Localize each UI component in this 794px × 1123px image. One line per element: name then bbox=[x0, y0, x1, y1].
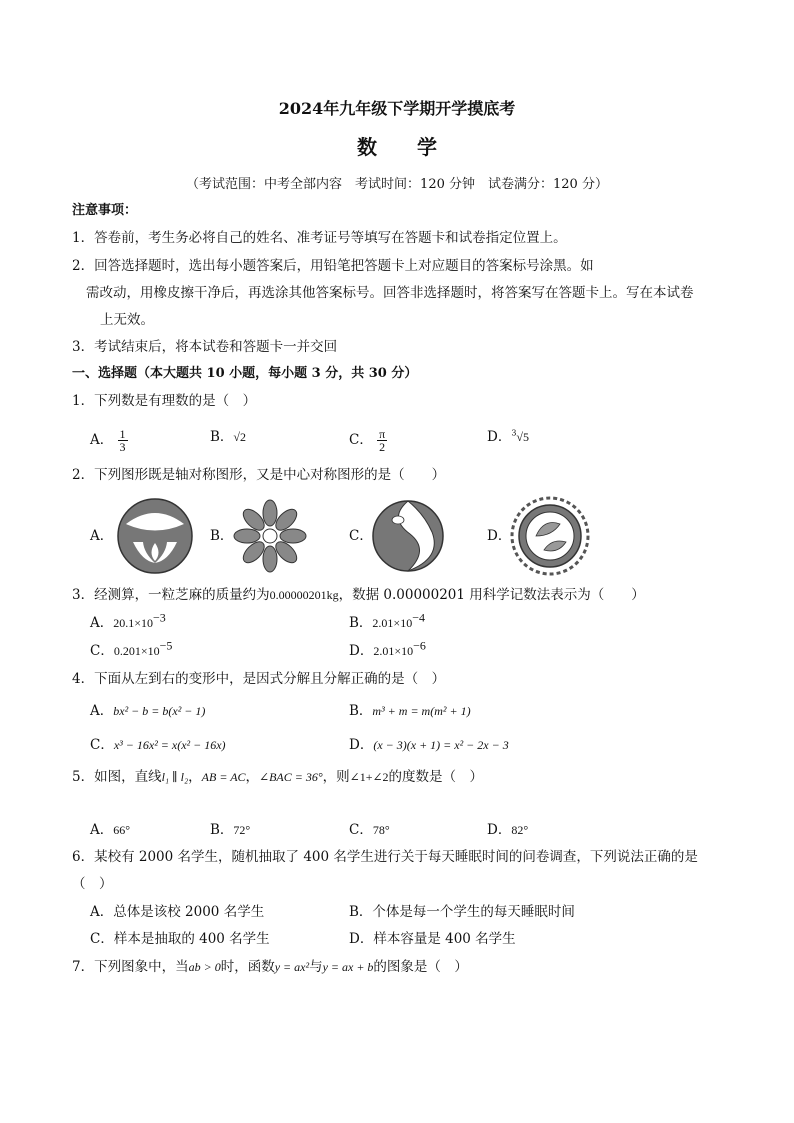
q5-option-b bbox=[210, 821, 250, 839]
q5-stem-math-4: ∠1+∠2 bbox=[349, 770, 389, 784]
q4-a-label: A． bbox=[90, 703, 114, 719]
q7-stem-math-3: y = ax + b bbox=[322, 960, 374, 974]
q1-c-label: C． bbox=[349, 432, 373, 448]
q3-d-label: D． bbox=[349, 643, 374, 659]
q3-a-exponent: −3 bbox=[153, 610, 166, 625]
q1-option-a bbox=[90, 428, 128, 453]
q5-c-value: 78° bbox=[372, 823, 390, 837]
q1-c-fraction bbox=[377, 428, 387, 453]
q2-figure-a-circle-emblem bbox=[114, 497, 196, 575]
q5-stem-part-5: 的度数是（ ） bbox=[388, 769, 484, 785]
q3-option-b bbox=[349, 610, 425, 632]
q2-d-label: D． bbox=[487, 528, 512, 544]
q5-stem-part-3: ， bbox=[245, 769, 260, 785]
q3-a-label: A． bbox=[90, 615, 114, 631]
q5-stem-part-2: ， bbox=[188, 769, 202, 785]
q4-stem: 4．下面从左到右的变形中，是因式分解且分解正确的是（ ） bbox=[72, 671, 446, 687]
note-2-line-1: 2．回答选择题时，选出每小题答案后，用铅笔把答题卡上对应题目的答案标号涂黑。如 bbox=[72, 258, 594, 274]
q3-option-c bbox=[90, 638, 173, 660]
q2-b-label: B． bbox=[210, 528, 234, 544]
q4-a-value: bx² − b = b(x² − 1) bbox=[113, 704, 206, 718]
note-2-line-2: 需改动，用橡皮擦干净后，再选涂其他答案标号。回答非选择题时，将答案写在答题卡上。写在本试卷 bbox=[86, 285, 694, 301]
q3-stem-part-1: 3．经测算，一粒芝麻的质量约为 bbox=[72, 587, 270, 603]
q4-option-d bbox=[349, 736, 509, 754]
q7-stem-math-1: ab > 0 bbox=[188, 960, 221, 974]
q1-stem: 1．下列数是有理数的是（ ） bbox=[72, 393, 257, 409]
q5-stem bbox=[72, 768, 483, 786]
q2-figure-b-flower bbox=[232, 498, 308, 574]
exam-title: 2024年九年级下学期开学摸底考 bbox=[278, 99, 516, 118]
q5-stem-math-1: l₁ ∥ l₂ bbox=[161, 770, 189, 784]
q3-b-label: B． bbox=[349, 615, 373, 631]
q1-option-c bbox=[349, 428, 387, 453]
q1-d-index: 3 bbox=[511, 428, 517, 438]
q4-b-value: m³ + m = m(m² + 1) bbox=[372, 704, 471, 718]
q6-option-c: C．样本是抽取的 400 名学生 bbox=[90, 931, 270, 947]
note-2-line-3: 上无效。 bbox=[100, 312, 154, 328]
q5-option-c bbox=[349, 821, 390, 839]
q7-stem-part-1: 7．下列图象中，当 bbox=[72, 959, 189, 975]
q2-figure-c-swirl bbox=[370, 498, 446, 574]
q7-stem-part-3: 与 bbox=[309, 959, 323, 975]
q3-option-d bbox=[349, 638, 426, 660]
q4-option-c bbox=[90, 736, 226, 754]
note-3: 3．考试结束后，将本试卷和答题卡一并交回 bbox=[72, 339, 338, 355]
q2-c-label: C． bbox=[349, 528, 373, 544]
q1-a-fraction bbox=[118, 428, 128, 453]
q5-d-value: 82° bbox=[511, 823, 529, 837]
q1-d-label: D． bbox=[487, 429, 512, 445]
q3-d-value: 2.01×10 bbox=[373, 644, 414, 658]
q4-option-a bbox=[90, 702, 205, 720]
notes-heading: 注意事项： bbox=[72, 203, 138, 218]
q5-stem-part-1: 5．如图，直线 bbox=[72, 769, 162, 785]
q4-c-label: C． bbox=[90, 737, 114, 753]
q3-d-exponent: −6 bbox=[413, 638, 426, 653]
q5-option-a bbox=[90, 821, 130, 839]
q6-option-b: B．个体是每一个学生的每天睡眠时间 bbox=[349, 904, 575, 920]
q5-b-value: 72° bbox=[233, 823, 251, 837]
q5-stem-math-3: ∠BAC = 36° bbox=[259, 770, 323, 784]
q2-figure-d-sun bbox=[510, 496, 590, 576]
q2-a-label: A． bbox=[90, 528, 114, 544]
q7-stem-part-2: 时，函数 bbox=[220, 959, 275, 975]
q6-option-a: A．总体是该校 2000 名学生 bbox=[90, 904, 265, 920]
q3-stem-part-2: ，数据 0.00000201 用科学记数法表示为（ ） bbox=[338, 587, 645, 603]
q1-a-den: 3 bbox=[119, 440, 126, 454]
q1-a-label: A． bbox=[90, 432, 114, 448]
q3-option-a bbox=[90, 610, 166, 632]
q1-c-den: 2 bbox=[379, 440, 386, 454]
q4-d-label: D． bbox=[349, 737, 374, 753]
q5-d-label: D． bbox=[487, 822, 512, 838]
q4-b-label: B． bbox=[349, 703, 373, 719]
q3-b-value: 2.01×10 bbox=[372, 616, 413, 630]
subject-title: 数 学 bbox=[357, 135, 437, 159]
q6-option-d: D．样本容量是 400 名学生 bbox=[349, 931, 516, 947]
q1-b-label: B． bbox=[210, 429, 234, 445]
q6-stem: 6．某校有 2000 名学生，随机抽取了 400 名学生进行关于每天睡眠时间的问卷调查，下列说法正确的是 bbox=[72, 849, 698, 865]
q3-stem-value: 0.00000201kg bbox=[269, 588, 339, 602]
q2-stem: 2．下列图形既是轴对称图形，又是中心对称图形的是（ ） bbox=[72, 467, 446, 483]
q5-a-label: A． bbox=[90, 822, 114, 838]
q7-stem-math-2: y = ax² bbox=[274, 960, 310, 974]
q3-c-label: C． bbox=[90, 643, 114, 659]
exam-info: （考试范围：中考全部内容 考试时间：120 分钟 试卷满分：120 分） bbox=[186, 177, 608, 192]
section-heading: 一、选择题（本大题共 10 小题，每小题 3 分，共 30 分） bbox=[72, 366, 418, 381]
q6-stem-cont: （ ） bbox=[72, 876, 113, 892]
q3-c-exponent: −5 bbox=[159, 638, 173, 653]
q7-stem-part-4: 的图象是（ ） bbox=[373, 959, 468, 975]
q1-a-num: 1 bbox=[119, 427, 126, 441]
q5-c-label: C． bbox=[349, 822, 373, 838]
q3-c-value: 0.201×10 bbox=[113, 644, 160, 658]
note-1: 1．答卷前，考生务必将自己的姓名、准考证号等填写在答题卡和试卷指定位置上。 bbox=[72, 230, 567, 246]
q3-b-exponent: −4 bbox=[412, 610, 425, 625]
q1-c-num: π bbox=[379, 427, 386, 441]
q5-b-label: B． bbox=[210, 822, 234, 838]
q3-stem bbox=[72, 586, 645, 604]
q4-c-value: x³ − 16x² = x(x² − 16x) bbox=[113, 738, 226, 752]
q1-b-value: √2 bbox=[233, 430, 247, 444]
q5-a-value: 66° bbox=[113, 823, 131, 837]
q1-d-value: √5 bbox=[516, 430, 530, 444]
q5-stem-math-2: AB = AC bbox=[201, 770, 246, 784]
q7-stem bbox=[72, 958, 468, 976]
q3-a-value: 20.1×10 bbox=[113, 616, 154, 630]
q5-option-d bbox=[487, 821, 528, 839]
q4-option-b bbox=[349, 702, 471, 720]
q4-d-value: (x − 3)(x + 1) = x² − 2x − 3 bbox=[373, 738, 509, 752]
q1-option-b bbox=[210, 428, 246, 446]
q5-stem-part-4: ，则 bbox=[322, 769, 350, 785]
q1-option-d bbox=[487, 428, 529, 446]
